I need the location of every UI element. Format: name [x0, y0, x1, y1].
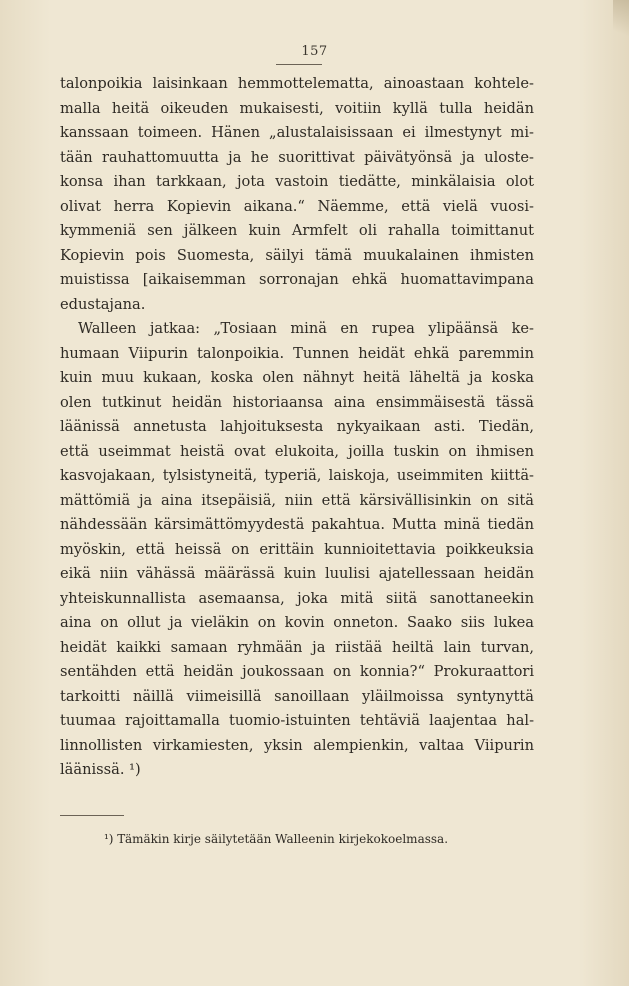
text-line: läänissä. ¹)	[60, 761, 141, 778]
text-line: humaan Viipurin talonpoikia. Tunnen heidät ehkä paremmin	[60, 344, 534, 362]
text-line: mättömiä ja aina itsepäisiä, niin että kärsivällisinkin on sitä	[60, 491, 534, 509]
page-corner-shadow	[613, 0, 629, 40]
text-line: konsa ihan tarkkaan, jota vastoin tiedätte, minkälaisia olot	[60, 173, 534, 190]
text-line: tuumaa rajoittamalla tuomio-istuinten tehtäviä laajentaa hal-	[60, 712, 534, 729]
footnote-rule	[60, 815, 124, 816]
text-line: aina on ollut ja vieläkin on kovin onneton. Saako siis lukea	[60, 614, 534, 631]
text-line: sentähden että heidän joukossaan on konnia?“ Prokuraattori	[60, 663, 534, 680]
text-line: tarkoitti näillä viimeisillä sanoillaan yläilmoissa syntynyttä	[60, 687, 534, 705]
text-line: olen tutkinut heidän historiaansa aina ensimmäisestä tässä	[60, 393, 534, 411]
page-number-rule	[276, 64, 322, 65]
text-line: että useimmat heistä ovat elukoita, joilla tuskin on ihmisen	[60, 442, 534, 460]
text-line: olivat herra Kopievin aikana.“ Näemme, että vielä vuosi-	[60, 197, 534, 215]
text-line: nähdessään kärsimättömyydestä pakahtua. Mutta minä tiedän	[60, 516, 534, 533]
text-line: kasvojakaan, tylsistyneitä, typeriä, laiskoja, useimmiten kiittä-	[60, 467, 534, 484]
text-line: tään rauhattomuutta ja he suorittivat päivätyönsä ja uloste-	[60, 148, 534, 166]
text-line: linnollisten virkamiesten, yksin alempienkin, valtaa Viipurin	[60, 736, 534, 754]
text-line: yhteiskunnallista asemaansa, joka mitä siitä sanottaneekin	[60, 589, 534, 607]
text-line: muistissa [aikaisemman sorronajan ehkä huomattavimpana	[60, 271, 534, 288]
text-line: kanssaan toimeen. Hänen „alustalaisissaan ei ilmestynyt mi-	[60, 124, 534, 141]
text-line: heidät kaikki samaan ryhmään ja riistää heiltä lain turvan,	[60, 638, 534, 656]
text-line: läänissä annetusta lahjoituksesta nykyaikaan asti. Tiedän,	[60, 418, 534, 435]
text-line: malla heitä oikeuden mukaisesti, voitiin kyllä tulla heidän	[60, 99, 534, 117]
page-number: 157	[301, 44, 328, 59]
text-line: edustajana.	[60, 295, 146, 313]
text-line: Walleen jatkaa: „Tosiaan minä en rupea ylipäänsä ke-	[78, 320, 534, 337]
text-line: eikä niin vähässä määrässä kuin luulisi ajatellessaan heidän	[60, 565, 534, 582]
text-line: Kopievin pois Suomesta, säilyi tämä muukalainen ihmisten	[60, 246, 534, 264]
text-line: kymmeniä sen jälkeen kuin Armfelt oli rahalla toimittanut	[60, 222, 534, 239]
text-line: kuin muu kukaan, koska olen nähnyt heitä läheltä ja koska	[60, 369, 534, 386]
body-text	[60, 72, 534, 783]
text-line: talonpoikia laisinkaan hemmottelematta, ainoastaan kohtele-	[60, 75, 534, 92]
text-line: myöskin, että heissä on erittäin kunnioitettavia poikkeuksia	[60, 540, 534, 558]
footnote: ¹) Tämäkin kirje säilytetään Walleenin kirjekokoelmassa.	[104, 832, 449, 846]
